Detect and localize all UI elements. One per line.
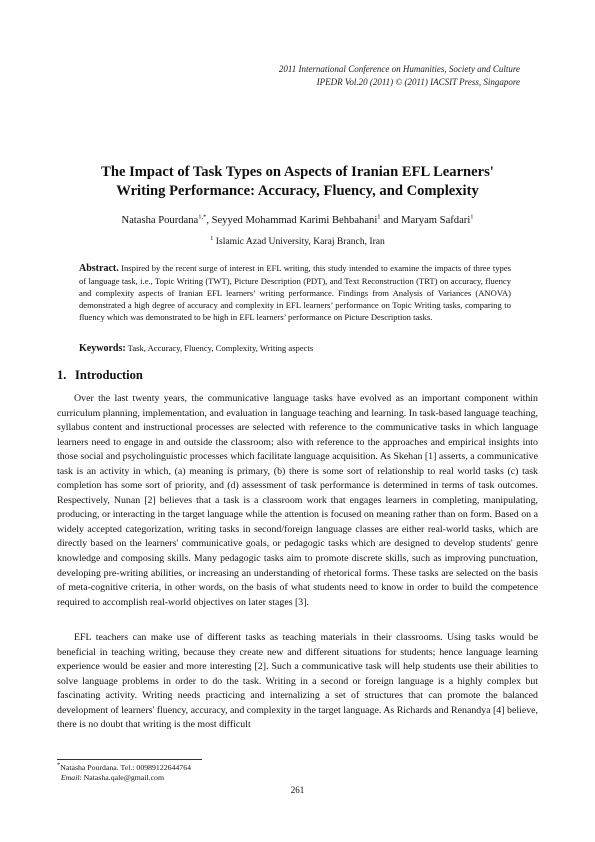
title-line-1: The Impact of Task Types on Aspects of Iranian EFL Learners' (101, 164, 494, 180)
keywords-text: Task, Accuracy, Fluency, Complexity, Writing aspects (127, 343, 314, 353)
page-number: 261 (290, 785, 305, 795)
abstract-label: Abstract. (79, 263, 119, 274)
abstract-text: Inspired by the recent surge of interest in EFL writing, this study intended to examine the impacts of three types of language task, i.e., Topic Writing (TWT), Picture Description (PDT), and Text Reconstruction (TRT) on accuracy, fluency and complexity aspects of Iranian EFL learners’ writing performance. Findings from Analysis of Variances (ANOVA) demonstrated a high degree of accuracy and complexity in EFL learners’ performance on Topic Writing tasks, comparing to fluency which was demonstrated to be high in EFL learners’ performance on Picture Description tasks. (79, 263, 511, 322)
author-superscript: 1 (377, 213, 381, 221)
author-name: Seyyed Mohammad Karimi Behbahani (211, 215, 378, 226)
footnote-line-1 (57, 763, 191, 773)
footnote-marker: * (57, 761, 61, 769)
author-superscript: 1,* (198, 213, 207, 221)
paper-title (60, 163, 535, 201)
conference-line-1: 2011 International Conference on Humanities, Society and Culture (278, 64, 520, 74)
conference-line-2: IPEDR Vol.20 (2011) © (2011) IACSIT Press, Singapore (316, 76, 520, 87)
paragraph-text: EFL teachers can make use of different tasks as teaching materials in their classrooms. Using tasks would be beneficial in teaching writing, because they create new and different situations for students; hence language learning experience would be easier and more interesting [2]. Such a communicative task will help students use their abilities to solve language problems in order to do the task. Writing in a second or foreign language is a highly complex but fascinating activity. Writing needs practicing and internalizing a set of structures that can promote the balanced development of learners' fluency, accuracy, and complexity in the target language. As Richards and Renandya [4] believe, there is no doubt that writing is the most difficult (57, 632, 538, 731)
affiliation-text: Islamic Azad University, Karaj Branch, Iran (215, 236, 385, 247)
paragraph-text: Over the last twenty years, the communicative language tasks have evolved as an important component within curriculum planning, implementation, and evaluation in language teaching and learning. In task-based language teaching, syllabus content and instructional processes are selected with reference to the communicative tasks in which language learners need to engage in and outside the classroom; also with reference to the approaches and empirical insights into those social and psycholinguistic processes which facilitate language acquisition. As Skehan [1] asserts, a communicative task is an activity in which, (a) meaning is primary, (b) there is some sort of relationship to real world tasks (c) task completion has some sort of priority, and (d) assessment of task performance is determined in terms of task outcomes. Respectively, Nunan [2] believes that a task is a classroom work that engages learners in completing, manipulating, producing, or interacting in the target language while the attention is focused on meaning rather than on form. Based on a widely accepted categorization, writing tasks in second/foreign language classes are either real-world tasks, which are directly based on the learners' communicative goals, or pedagogic tasks which are designed to develop students' genre knowledge and composing skills. Many pedagogic tasks aim to promote discrete skills, such as improving punctuation, developing pre-writing abilities, or increasing an understanding of rhetorical forms. These tasks are selected on the basis of meta-cognitive criteria, in other words, on the basis of what students need to know in order to build the competence required to accomplish real-world objectives on later stages [3]. (57, 393, 538, 608)
title-line-2: Writing Performance: Accuracy, Fluency, and Complexity (116, 183, 479, 199)
footnote-email-value: : Natasha.qale@gmail.com (79, 773, 165, 782)
keywords (79, 343, 511, 354)
footnote-divider (57, 759, 202, 760)
body-paragraph-2 (57, 631, 538, 733)
footnote-contact: Natasha Pourdana. Tel.: 00989122644764 (60, 763, 192, 772)
abstract (79, 262, 511, 323)
footnote (57, 763, 191, 783)
footnote-line-2 (57, 773, 191, 783)
author-superscript: 1 (470, 213, 474, 221)
body-paragraph-1 (57, 392, 538, 610)
section-title: Introduction (75, 368, 143, 382)
section-number: 1. (57, 368, 67, 382)
author-name: Maryam Safdari (401, 215, 471, 226)
footnote-email-label: Email (60, 773, 80, 782)
affiliation (60, 236, 535, 247)
affiliation-superscript: 1 (210, 234, 214, 242)
author-list (60, 215, 535, 226)
author-separator: and (380, 215, 402, 226)
section-heading (57, 368, 143, 383)
author-name: Natasha Pourdana (121, 215, 199, 226)
author-separator: , (206, 215, 212, 226)
conference-header (279, 63, 520, 88)
keywords-label: Keywords: (79, 343, 126, 354)
